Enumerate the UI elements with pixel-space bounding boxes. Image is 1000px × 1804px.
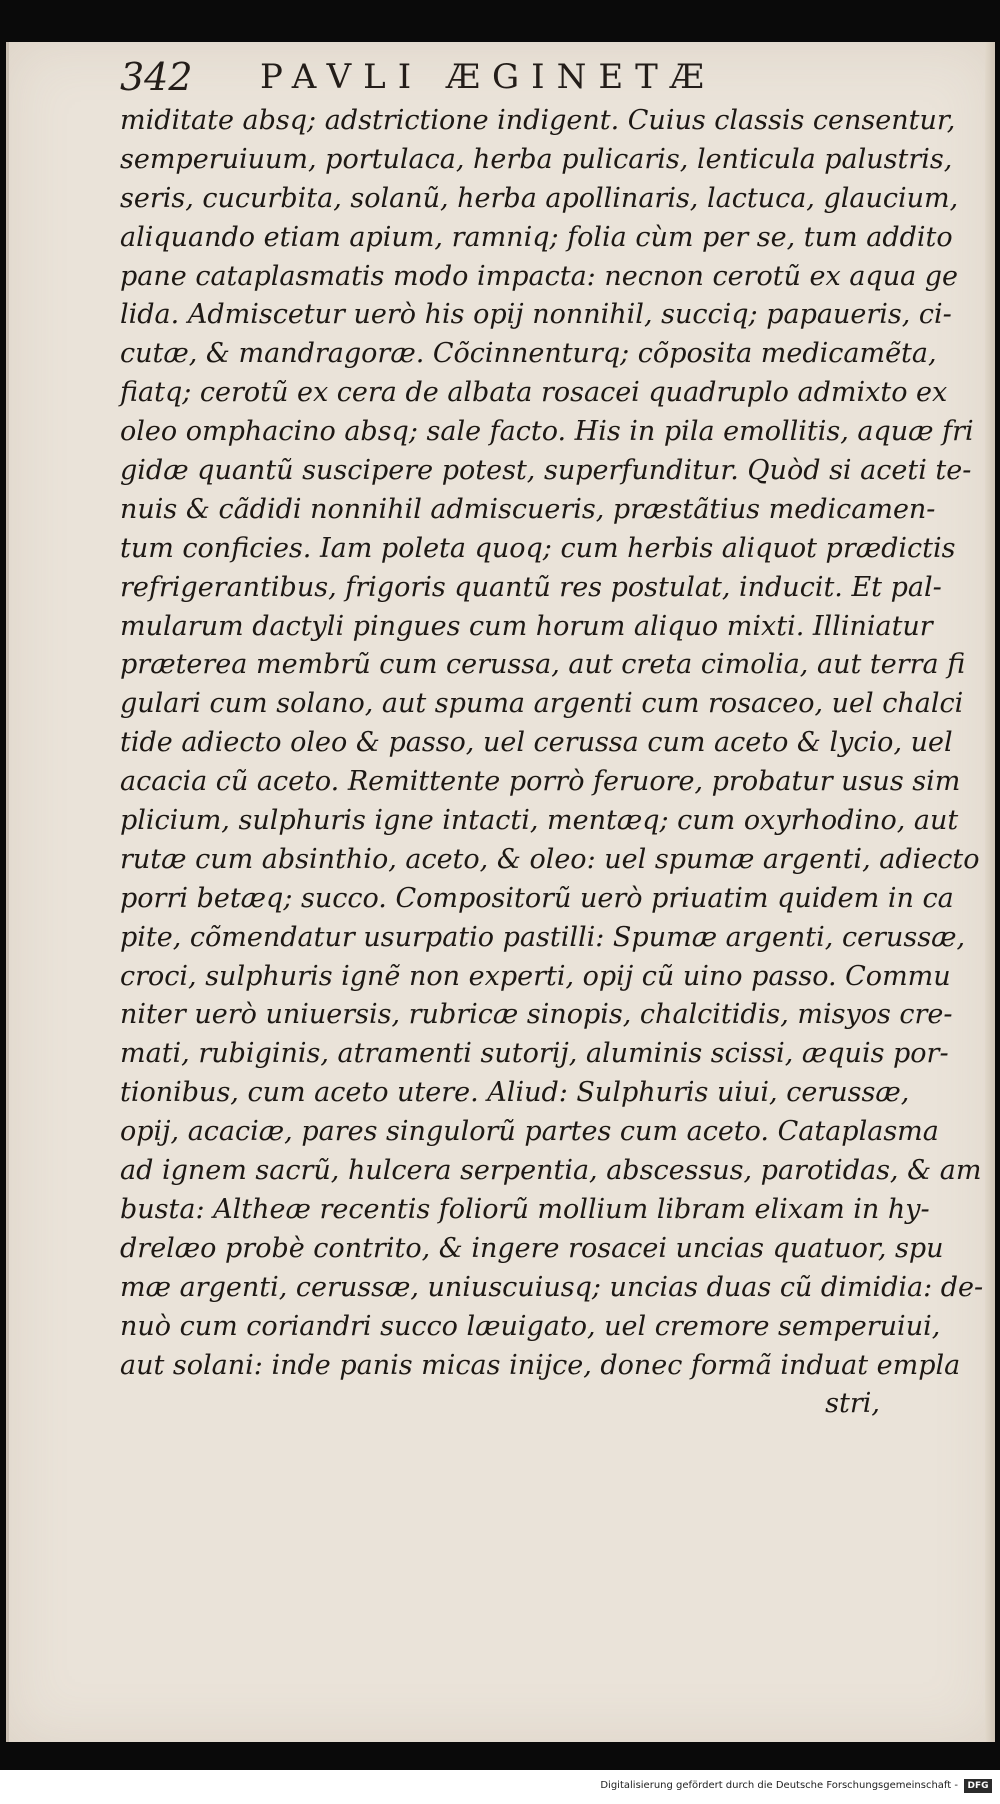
page-edge <box>985 42 995 1742</box>
text-line: mati, rubiginis, atramenti sutorij, aluminis scissi, æquis por- <box>120 1038 949 1070</box>
text-line: pite, cõmendatur usurpatio pastilli: Spumæ argenti, cerussæ, <box>120 921 966 953</box>
text-line: gidæ quantũ suscipere potest, superfunditur. Quòd si aceti te- <box>120 455 972 487</box>
catchword: stri, <box>825 1388 880 1420</box>
text-line: plicium, sulphuris igne intacti, mentæq; cum oxyrhodino, aut <box>120 805 959 837</box>
text-line: seris, cucurbita, solanũ, herba apollinaris, lactuca, glaucium, <box>120 182 959 214</box>
text-line: cutæ, & mandragoræ. Cõcinnenturq; cõposita medicamẽta, <box>120 338 937 370</box>
text-line: præterea membrũ cum cerussa, aut creta cimolia, aut terra fi <box>120 649 966 681</box>
body-text <box>120 102 984 1424</box>
text-line: tionibus, cum aceto utere. Aliud: Sulphuris uiui, cerussæ, <box>120 1077 910 1109</box>
text-line: ad ignem sacrũ, hulcera serpentia, abscessus, parotidas, & am <box>120 1155 982 1187</box>
text-line: pane cataplasmatis modo impacta: necnon cerotũ ex aqua ge <box>120 260 959 292</box>
page-header-title: PAVLI ÆGINETÆ <box>260 57 716 97</box>
dfg-logo: DFG <box>964 1779 992 1793</box>
text-line: fiatq; cerotũ ex cera de albata rosacei quadruplo admixto ex <box>120 377 948 409</box>
text-line: lida. Admiscetur uerò his opij nonnihil, succiq; papaueris, ci- <box>120 299 952 331</box>
text-line: tide adiecto oleo & passo, uel cerussa cum aceto & lycio, uel <box>120 727 953 759</box>
text-line: nuò cum coriandri succo læuigato, uel cremore semperuiui, <box>120 1310 941 1342</box>
text-line: semperuiuum, portulaca, herba pulicaris, lenticula palustris, <box>120 143 953 175</box>
text-line: aliquando etiam apium, ramniq; folia cùm per se, tum addito <box>120 221 953 253</box>
text-line: refrigerantibus, frigoris quantũ res postulat, inducit. Et pal- <box>120 571 942 603</box>
text-line: tum conficies. Iam poleta quoq; cum herbis aliquot prædictis <box>120 532 956 564</box>
text-line: drelæo probè contrito, & ingere rosacei uncias quatuor, spu <box>120 1232 944 1264</box>
text-line: mularum dactyli pingues cum horum aliquo mixti. Illiniatur <box>120 610 933 642</box>
text-line: acacia cũ aceto. Remittente porrò feruore, probatur usus sim <box>120 766 961 798</box>
funding-credit: Digitalisierung gefördert durch die Deutsche Forschungsgemeinschaft - <box>600 1780 958 1791</box>
text-line: rutæ cum absinthio, aceto, & oleo: uel spumæ argenti, adiecto <box>120 843 980 875</box>
text-line: oleo omphacino absq; sale facto. His in pila emollitis, aquæ fri <box>120 416 974 448</box>
text-line: miditate absq; adstrictione indigent. Cuius classis censentur, <box>120 105 956 136</box>
text-line: niter uerò uniuersis, rubricæ sinopis, chalcitidis, misyos cre- <box>120 999 953 1031</box>
digitization-footer <box>0 1770 1000 1804</box>
text-line: aut solani: inde panis micas inijce, donec formã induat empla <box>120 1349 961 1381</box>
text-line: croci, sulphuris ignẽ non experti, opij cũ uino passo. Commu <box>120 960 951 992</box>
text-line: mæ argenti, cerussæ, uniuscuiusq; uncias duas cũ dimidia: de- <box>120 1271 984 1303</box>
text-line: porri betæq; succo. Compositorũ uerò priuatim quidem in ca <box>120 882 954 914</box>
running-head <box>120 54 880 100</box>
text-line: gulari cum solano, aut spuma argenti cum rosaceo, uel chalci <box>120 688 964 720</box>
text-line: busta: Altheæ recentis foliorũ mollium libram elixam in hy- <box>120 1193 930 1225</box>
text-line: opij, acaciæ, pares singulorũ partes cum aceto. Cataplasma <box>120 1116 939 1148</box>
text-line: nuis & cãdidi nonnihil admiscueris, præstãtius medicamen- <box>120 493 936 525</box>
page-number: 342 <box>120 55 193 99</box>
